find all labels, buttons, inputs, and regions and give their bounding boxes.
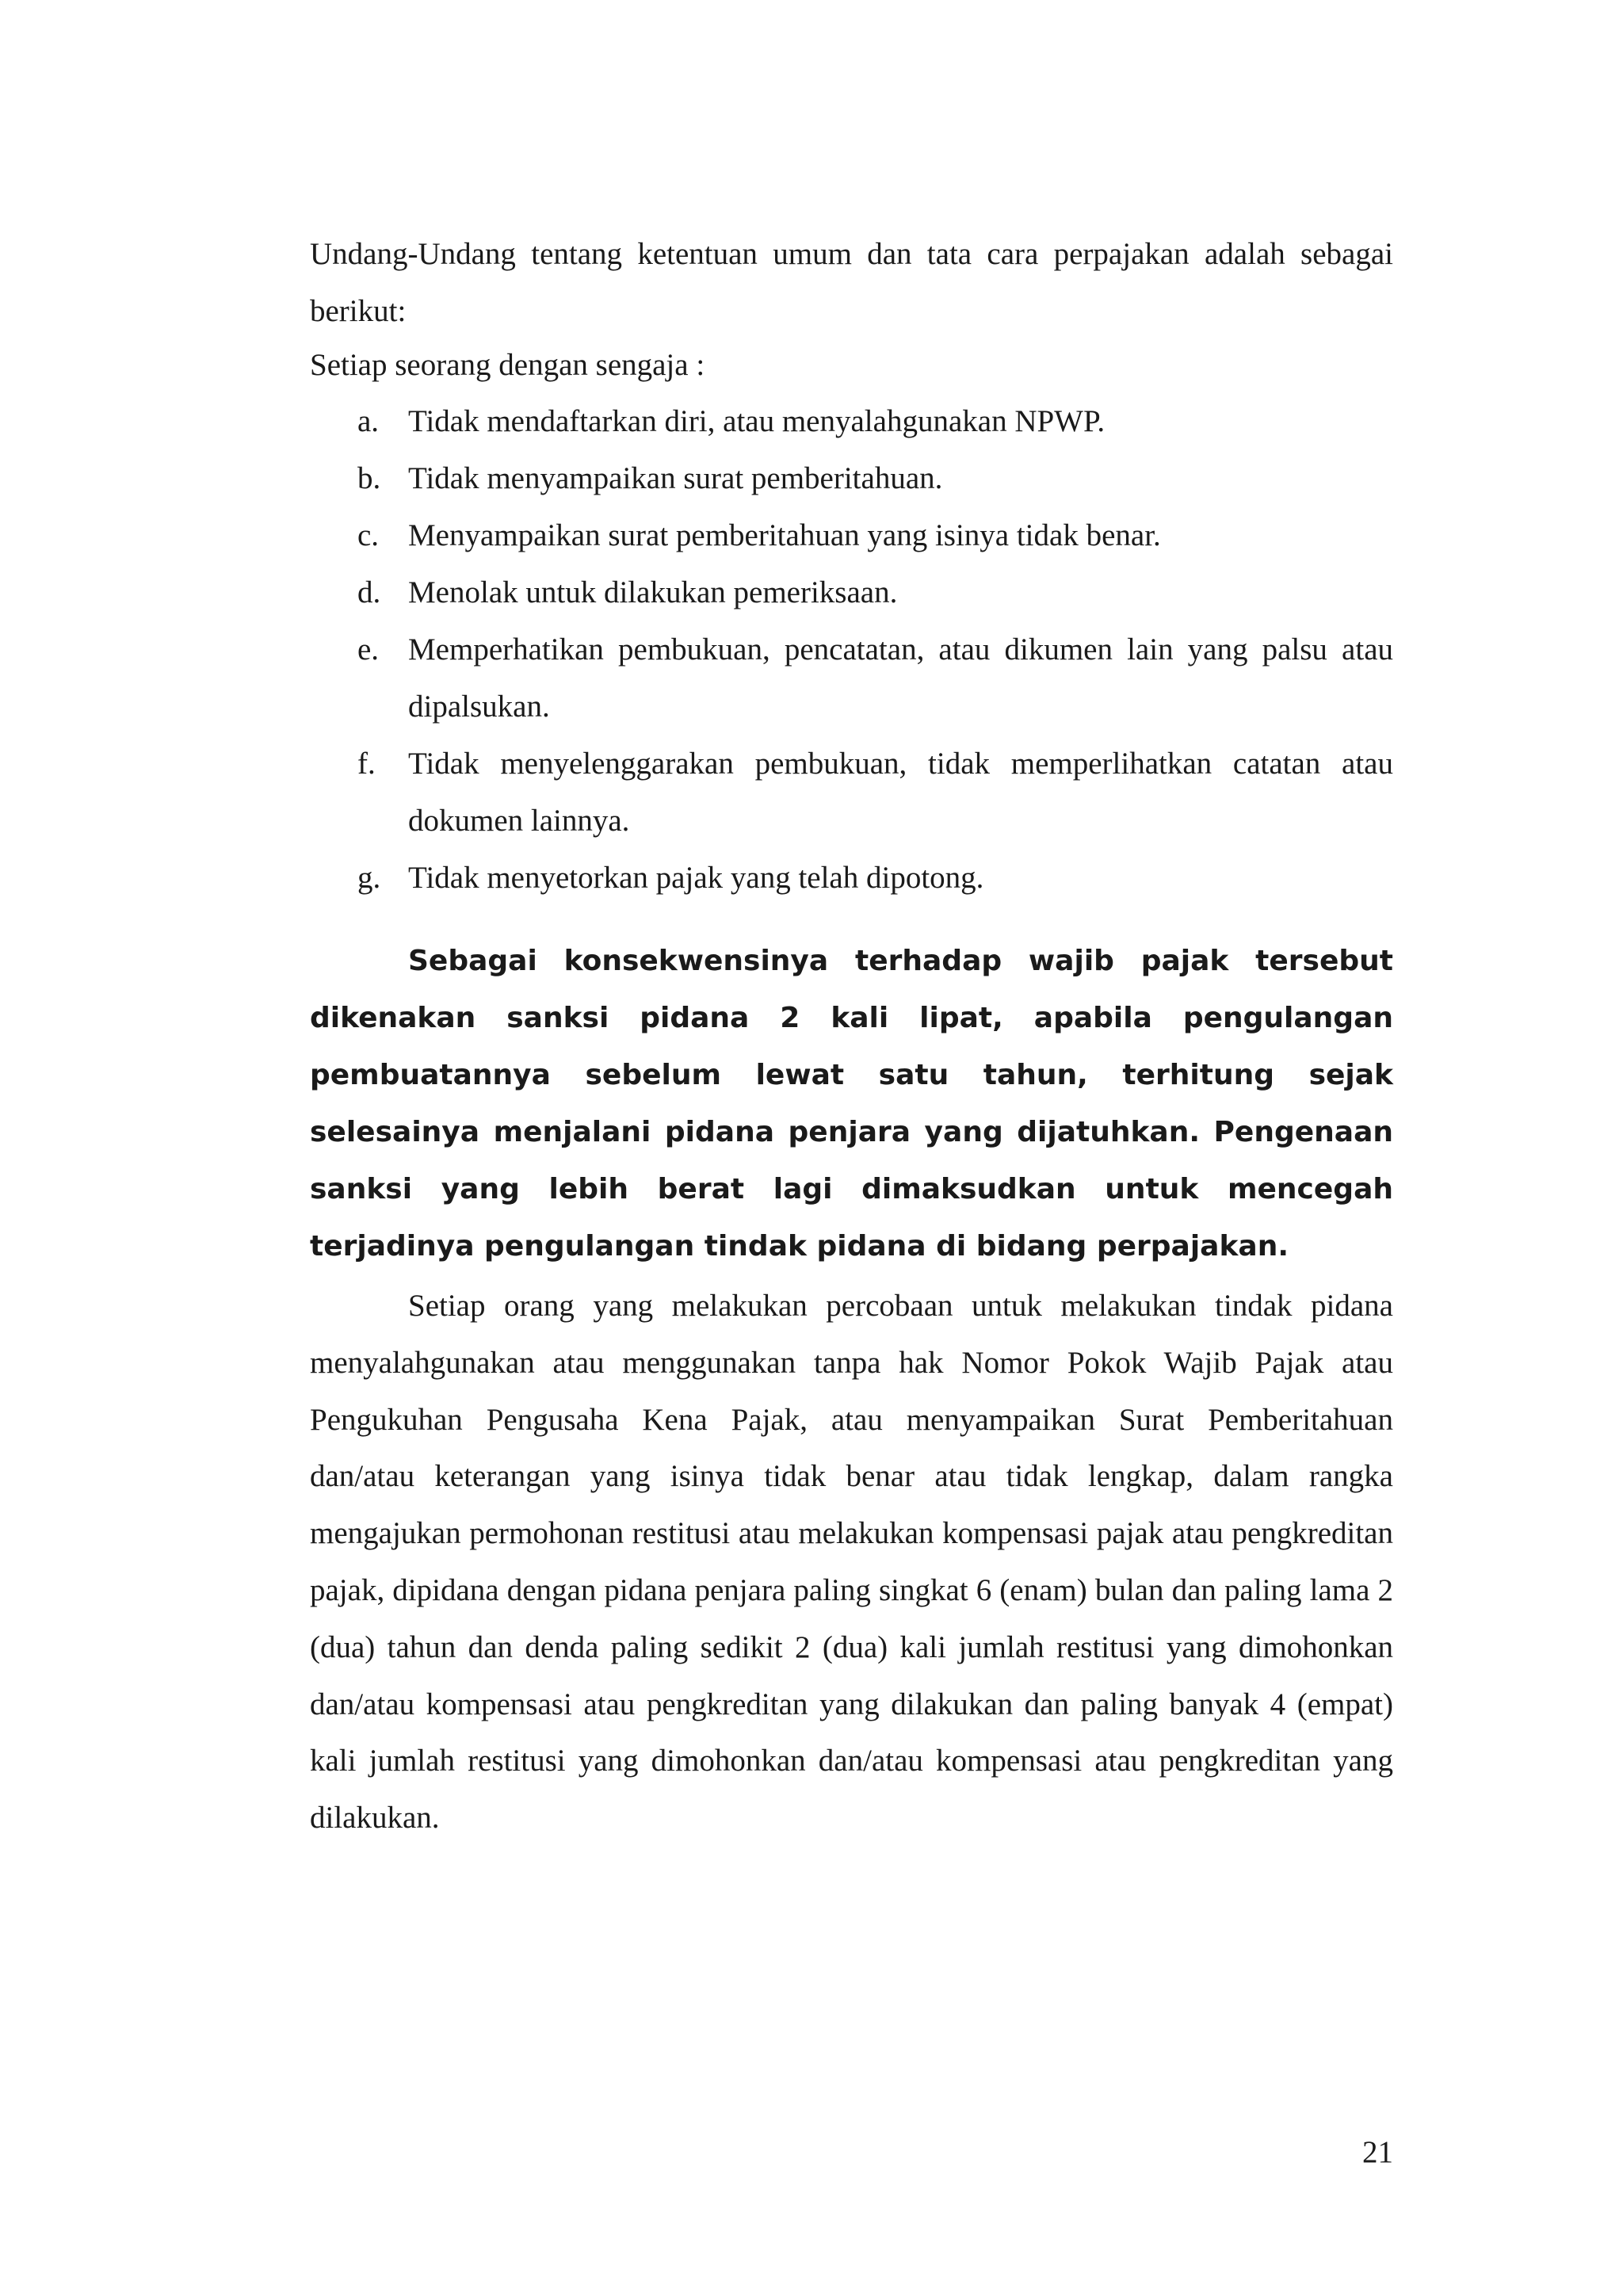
list-item-text: Tidak mendaftarkan diri, atau menyalahgunakan NPWP. [408, 404, 1106, 438]
list-item-d [310, 564, 1393, 621]
list-marker: e. [357, 632, 380, 667]
list-marker: c. [357, 518, 380, 552]
list-marker: b. [357, 461, 381, 495]
offense-list [310, 393, 1393, 907]
list-item-text: Memperhatikan pembukuan, pencatatan, atau dikumen lain yang palsu atau dipalsukan. [408, 632, 1393, 724]
list-item-text: Tidak menyampaikan surat pemberitahuan. [408, 461, 943, 495]
list-item-a [310, 393, 1393, 450]
list-marker: g. [357, 861, 381, 895]
list-item-b [310, 450, 1393, 507]
list-item-f [310, 735, 1393, 850]
bold-paragraph: Sebagai konsekwensinya terhadap wajib pajak tersebut dikenakan sanksi pidana 2 kali lipat, apabila pengulangan pembuatannya sebelum lewat satu tahun, terhitung sejak selesainya menjalani pidana penjara yang dijatuhkan. Pengenaan sanksi yang lebih berat lagi dimaksudkan untuk mencegah terjadinya pengulangan tindak pidana di bidang perpajakan. [310, 945, 1393, 1263]
list-lead-text: Setiap seorang dengan sengaja : [310, 348, 705, 382]
list-item-text: Tidak menyetorkan pajak yang telah dipotong. [408, 861, 984, 895]
list-item-g [310, 850, 1393, 907]
list-item-text: Tidak menyelenggarakan pembukuan, tidak memperlihatkan catatan atau dokumen lainnya. [408, 747, 1393, 838]
page-number: 21 [1362, 2135, 1393, 2169]
body-paragraph: Setiap orang yang melakukan percobaan untuk melakukan tindak pidana menyalahgunakan atau menggunakan tanpa hak Nomor Pokok Wajib Pajak atau Pengukuhan Pengusaha Kena Pajak, atau menyampaikan Surat Pemberitahuan dan/atau keterangan yang isinya tidak benar atau tidak lengkap, dalam rangka mengajukan permohonan restitusi atau melakukan kompensasi pajak atau pengkreditan pajak, dipidana dengan pidana penjara paling singkat 6 (enam) bulan dan paling lama 2 (dua) tahun dan denda paling sedikit 2 (dua) kali jumlah restitusi yang dimohonkan dan/atau kompensasi atau pengkreditan yang dilakukan dan paling banyak 4 (empat) kali jumlah restitusi yang dimohonkan dan/atau kompensasi atau pengkreditan yang dilakukan. [310, 1289, 1393, 1836]
list-item-text: Menolak untuk dilakukan pemeriksaan. [408, 575, 898, 609]
list-marker: d. [357, 575, 381, 609]
list-item-text: Menyampaikan surat pemberitahuan yang isinya tidak benar. [408, 518, 1161, 552]
list-marker: f. [357, 747, 376, 781]
intro-text: Undang-Undang tentang ketentuan umum dan tata cara perpajakan adalah sebagai berikut: [310, 237, 1393, 328]
list-item-e [310, 621, 1393, 735]
list-item-c [310, 507, 1393, 564]
list-marker: a. [357, 404, 380, 438]
